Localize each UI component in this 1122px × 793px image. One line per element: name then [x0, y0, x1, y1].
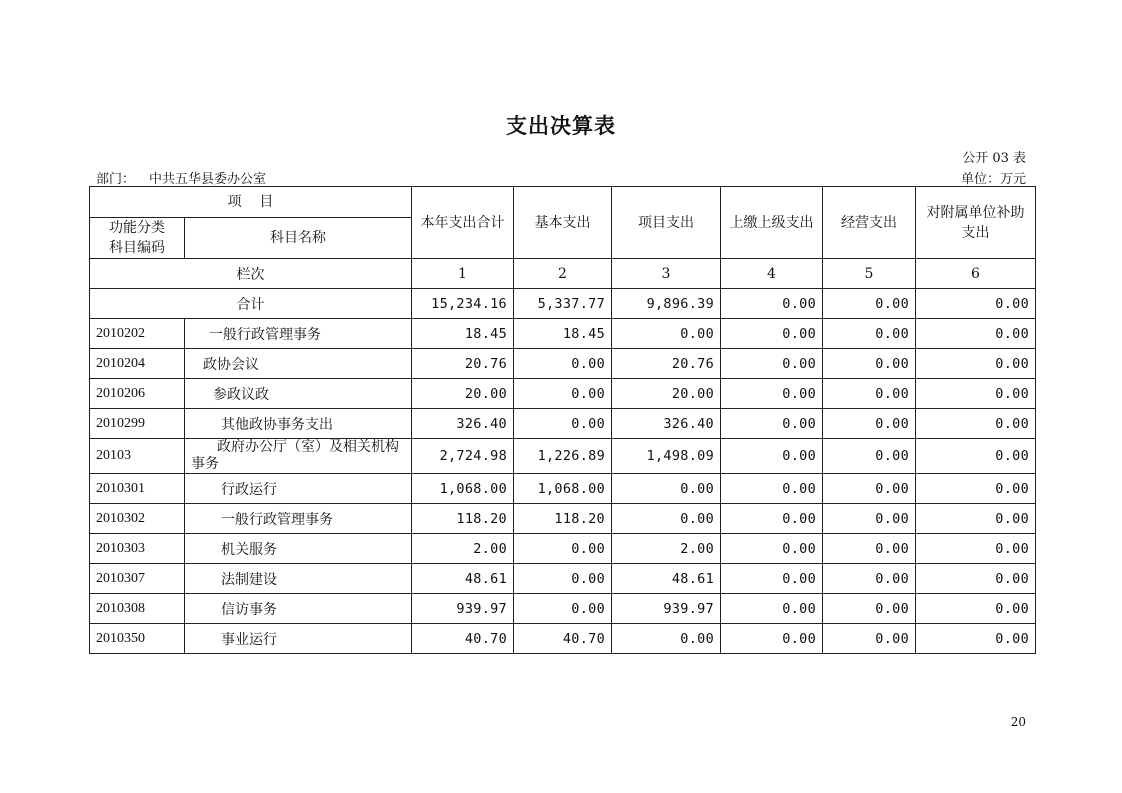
row-value: 0.00 — [721, 564, 823, 594]
table-row — [90, 624, 1036, 654]
page-number: 20 — [1010, 715, 1026, 729]
row-name: 参政议政 — [185, 379, 412, 409]
row-value: 40.70 — [412, 624, 514, 654]
row-name: 政府办公厅（室）及相关机构事务 — [185, 439, 412, 474]
row-value: 0.00 — [916, 504, 1036, 534]
row-value: 0.00 — [916, 624, 1036, 654]
row-code: 2010206 — [90, 379, 185, 409]
department-line — [96, 168, 266, 187]
page-title: 支出决算表 — [506, 113, 616, 138]
row-value: 48.61 — [612, 564, 721, 594]
row-code: 2010302 — [90, 504, 185, 534]
row-value: 0.00 — [514, 349, 612, 379]
row-value: 118.20 — [514, 504, 612, 534]
row-value: 0.00 — [823, 409, 916, 439]
row-value: 0.00 — [514, 594, 612, 624]
row-value: 0.00 — [514, 534, 612, 564]
row-value: 0.00 — [823, 504, 916, 534]
total-row — [90, 289, 1036, 319]
total-value: 9,896.39 — [612, 289, 721, 319]
row-value: 1,498.09 — [612, 439, 721, 474]
row-value: 0.00 — [916, 564, 1036, 594]
row-value: 2,724.98 — [412, 439, 514, 474]
row-name: 信访事务 — [185, 594, 412, 624]
row-value: 1,068.00 — [412, 474, 514, 504]
department-value: 中共五华县委办公室 — [149, 172, 267, 187]
total-label: 合计 — [90, 289, 412, 319]
row-value: 0.00 — [514, 564, 612, 594]
department-label: 部门： — [96, 172, 136, 187]
row-value: 18.45 — [412, 319, 514, 349]
row-value: 20.00 — [612, 379, 721, 409]
row-value: 326.40 — [612, 409, 721, 439]
row-name: 事业运行 — [185, 624, 412, 654]
row-value: 0.00 — [823, 624, 916, 654]
header-code: 功能分类 科目编码 — [90, 218, 185, 259]
total-value: 0.00 — [721, 289, 823, 319]
table-row — [90, 534, 1036, 564]
row-value: 0.00 — [612, 319, 721, 349]
row-code: 2010307 — [90, 564, 185, 594]
row-value: 0.00 — [721, 474, 823, 504]
table-row — [90, 474, 1036, 504]
row-value: 0.00 — [823, 379, 916, 409]
table-row — [90, 594, 1036, 624]
row-value: 0.00 — [612, 504, 721, 534]
row-value: 2.00 — [612, 534, 721, 564]
row-value: 0.00 — [916, 474, 1036, 504]
row-name: 一般行政管理事务 — [185, 319, 412, 349]
row-name: 机关服务 — [185, 534, 412, 564]
header-basic: 基本支出 — [514, 187, 612, 259]
row-name: 法制建设 — [185, 564, 412, 594]
row-value: 326.40 — [412, 409, 514, 439]
row-code: 20103 — [90, 439, 185, 474]
total-value: 5,337.77 — [514, 289, 612, 319]
row-value: 0.00 — [514, 379, 612, 409]
row-value: 939.97 — [612, 594, 721, 624]
row-value: 0.00 — [823, 439, 916, 474]
row-code: 2010299 — [90, 409, 185, 439]
row-value: 0.00 — [721, 504, 823, 534]
row-value: 20.76 — [412, 349, 514, 379]
row-value: 18.45 — [514, 319, 612, 349]
row-value: 0.00 — [823, 564, 916, 594]
column-number: 3 — [612, 259, 721, 289]
row-value: 0.00 — [823, 349, 916, 379]
row-value: 0.00 — [916, 319, 1036, 349]
row-value: 0.00 — [916, 379, 1036, 409]
row-code: 2010308 — [90, 594, 185, 624]
table-row — [90, 319, 1036, 349]
total-value: 0.00 — [916, 289, 1036, 319]
row-value: 20.00 — [412, 379, 514, 409]
row-value: 0.00 — [823, 319, 916, 349]
table-row — [90, 504, 1036, 534]
row-code: 2010204 — [90, 349, 185, 379]
expenditure-table — [89, 186, 1036, 654]
column-number-row — [90, 259, 1036, 289]
total-value: 0.00 — [823, 289, 916, 319]
row-value: 20.76 — [612, 349, 721, 379]
form-code: 公开 03 表 — [962, 151, 1026, 166]
row-value: 0.00 — [721, 349, 823, 379]
total-value: 15,234.16 — [412, 289, 514, 319]
row-value: 0.00 — [916, 439, 1036, 474]
row-value: 40.70 — [514, 624, 612, 654]
table-row — [90, 564, 1036, 594]
row-code: 2010303 — [90, 534, 185, 564]
row-value: 0.00 — [721, 624, 823, 654]
row-value: 1,226.89 — [514, 439, 612, 474]
row-name: 行政运行 — [185, 474, 412, 504]
row-value: 0.00 — [514, 409, 612, 439]
row-code: 2010301 — [90, 474, 185, 504]
row-value: 0.00 — [916, 349, 1036, 379]
header-name: 科目名称 — [185, 218, 412, 259]
row-value: 0.00 — [823, 594, 916, 624]
header-subsidy: 对附属单位补助支出 — [916, 187, 1036, 259]
row-value: 0.00 — [916, 534, 1036, 564]
row-value: 0.00 — [721, 439, 823, 474]
table-row — [90, 379, 1036, 409]
row-value: 0.00 — [916, 594, 1036, 624]
table-row — [90, 409, 1036, 439]
row-value: 48.61 — [412, 564, 514, 594]
row-value: 0.00 — [721, 319, 823, 349]
row-value: 0.00 — [612, 624, 721, 654]
column-number-label: 栏次 — [90, 259, 412, 289]
row-value: 939.97 — [412, 594, 514, 624]
row-value: 1,068.00 — [514, 474, 612, 504]
row-value: 0.00 — [721, 379, 823, 409]
column-number: 6 — [916, 259, 1036, 289]
row-value: 118.20 — [412, 504, 514, 534]
row-value: 0.00 — [823, 474, 916, 504]
row-name: 其他政协事务支出 — [185, 409, 412, 439]
row-value: 2.00 — [412, 534, 514, 564]
row-name: 一般行政管理事务 — [185, 504, 412, 534]
header-item: 项 目 — [90, 187, 412, 218]
row-code: 2010350 — [90, 624, 185, 654]
row-value: 0.00 — [612, 474, 721, 504]
table-row — [90, 439, 1036, 474]
header-project: 项目支出 — [612, 187, 721, 259]
row-name: 政协会议 — [185, 349, 412, 379]
unit-label: 单位：万元 — [960, 172, 1026, 187]
column-number: 4 — [721, 259, 823, 289]
column-number: 5 — [823, 259, 916, 289]
row-value: 0.00 — [916, 409, 1036, 439]
column-number: 1 — [412, 259, 514, 289]
table-row — [90, 349, 1036, 379]
column-number: 2 — [514, 259, 612, 289]
header-operating: 经营支出 — [823, 187, 916, 259]
row-code: 2010202 — [90, 319, 185, 349]
row-value: 0.00 — [721, 409, 823, 439]
row-value: 0.00 — [823, 534, 916, 564]
header-total: 本年支出合计 — [412, 187, 514, 259]
row-value: 0.00 — [721, 594, 823, 624]
row-value: 0.00 — [721, 534, 823, 564]
header-upper: 上缴上级支出 — [721, 187, 823, 259]
